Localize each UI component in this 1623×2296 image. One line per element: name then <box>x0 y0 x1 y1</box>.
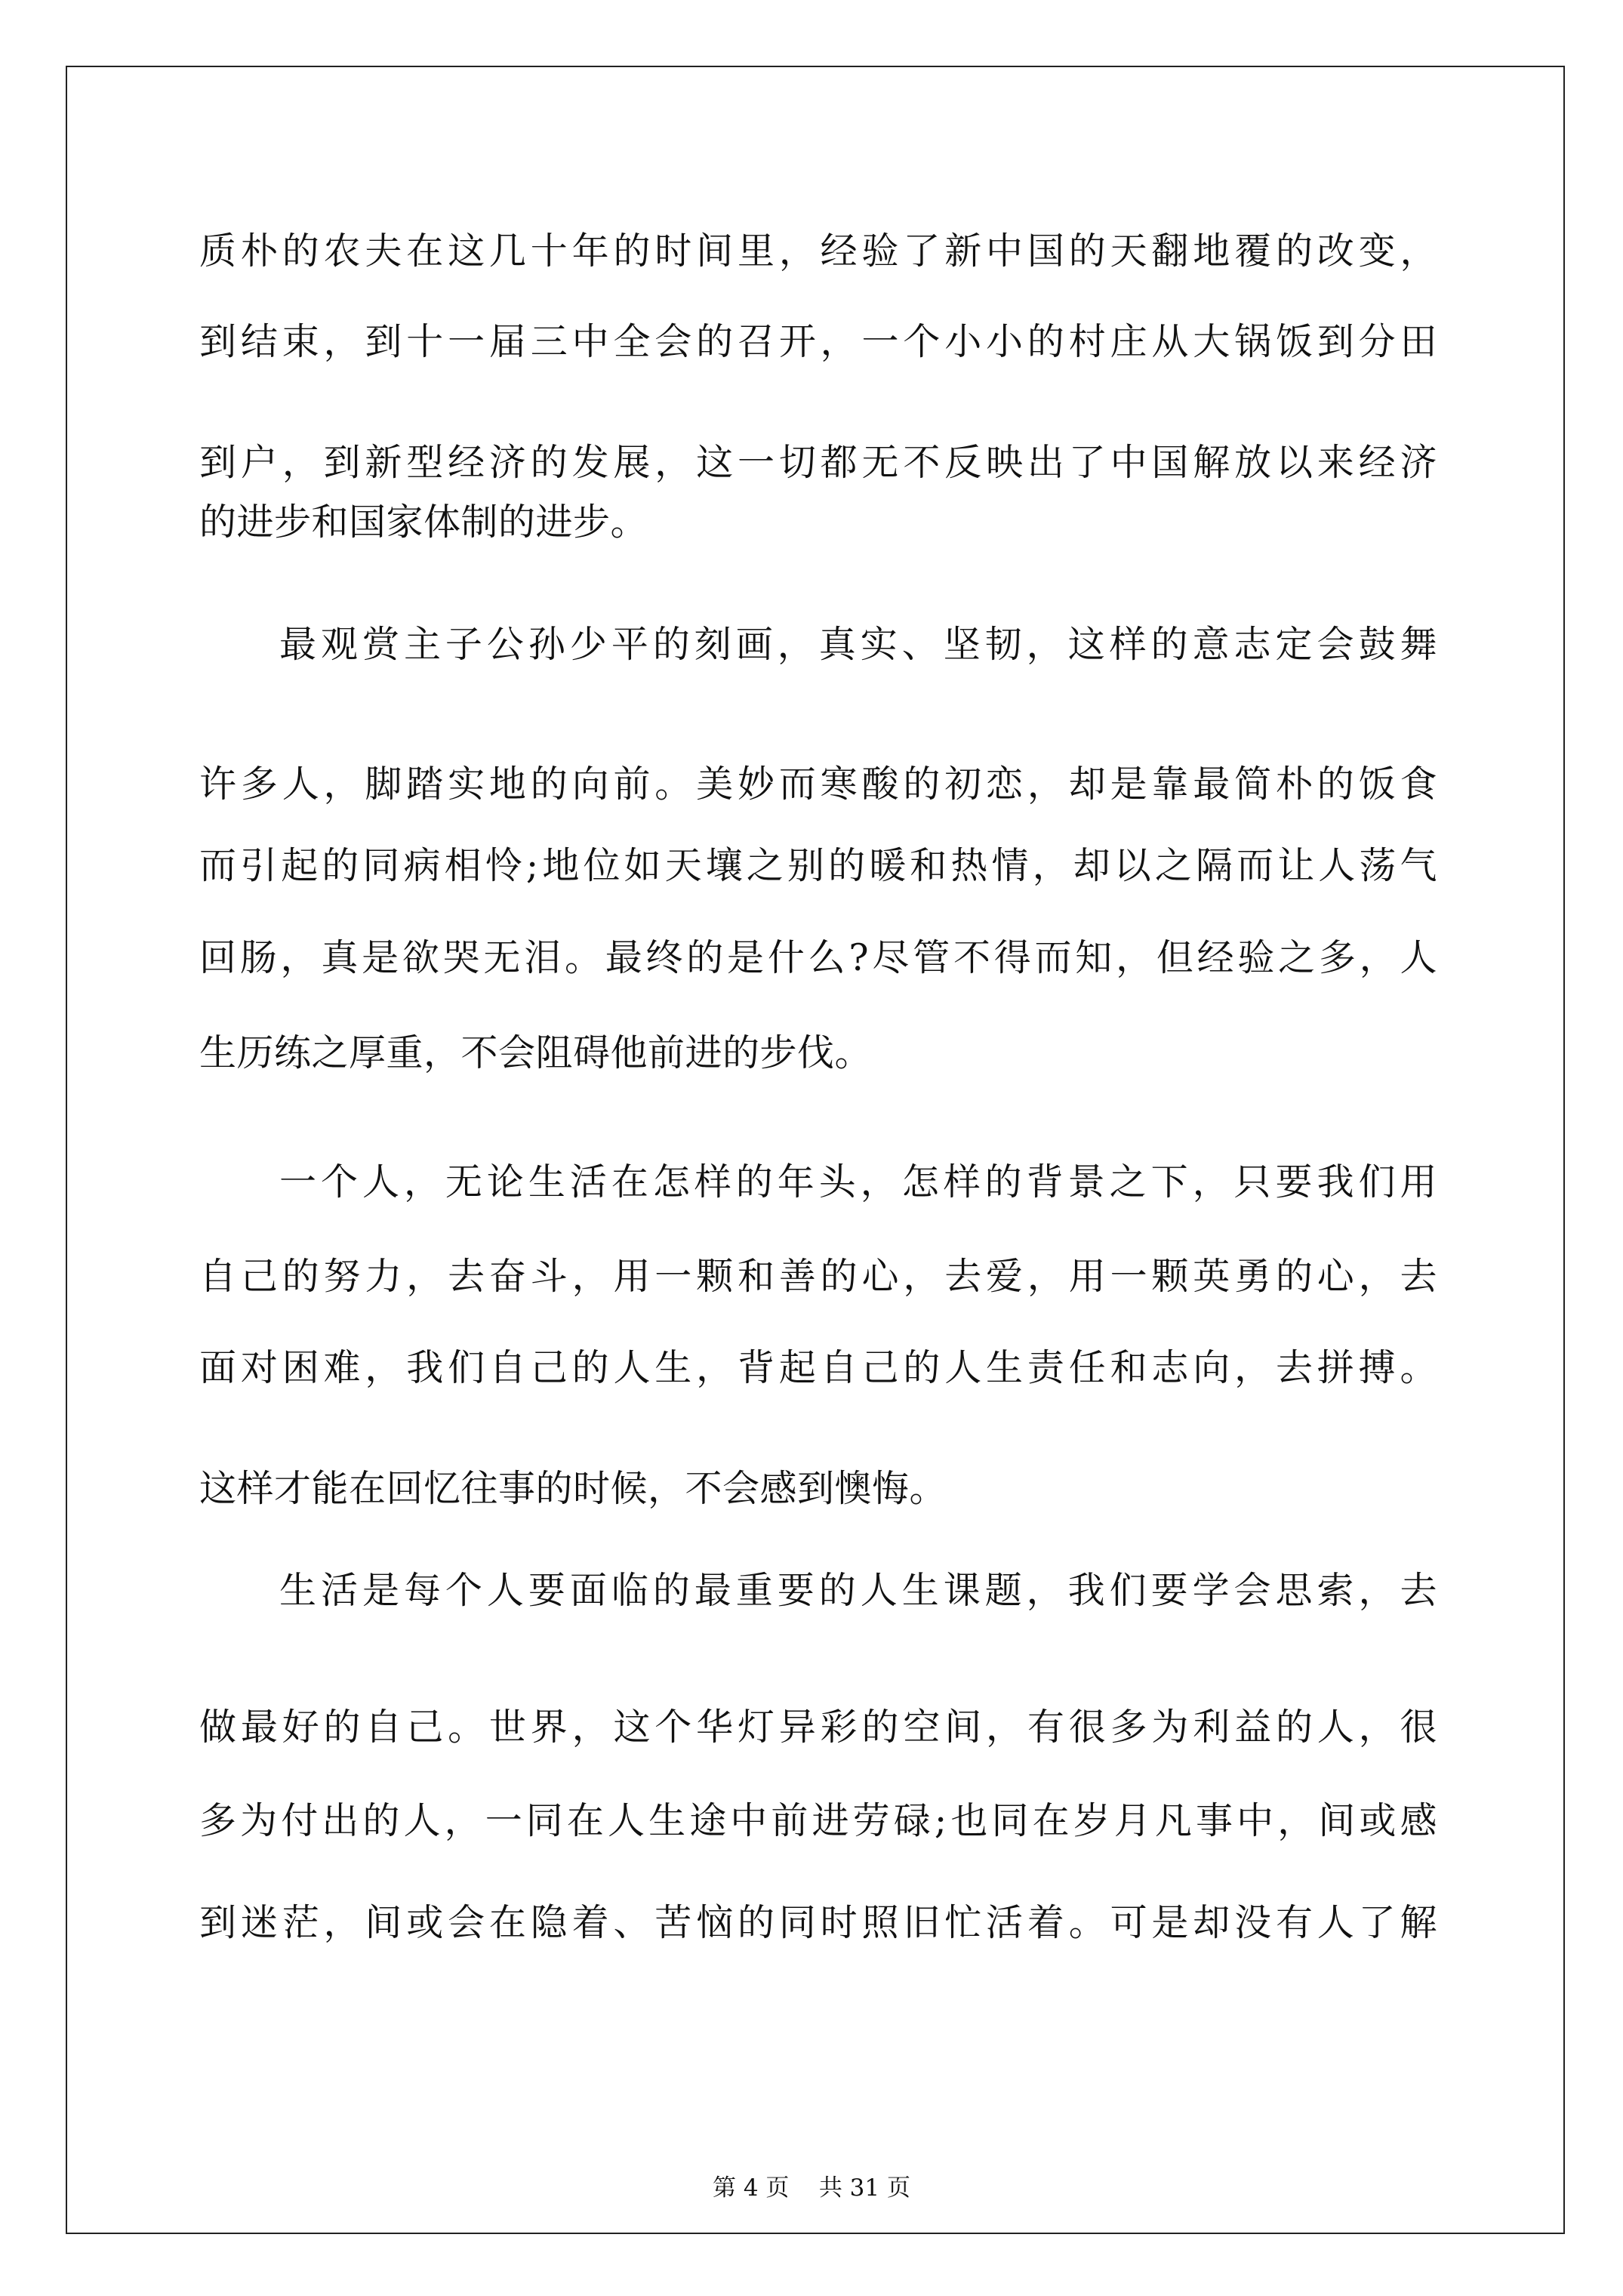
paragraph-2-line-4: 回肠，真是欲哭无泪。最终的是什么?尽管不得而知，但经验之多，人 <box>199 936 1437 979</box>
paragraph-4-line-2: 做最好的自己。世界，这个华灯异彩的空间，有很多为利益的人，很 <box>199 1706 1437 1749</box>
paragraph-2-line-5: 生历练之厚重，不会阻碍他前进的步伐。 <box>199 1031 873 1074</box>
paragraph-4-line-3: 多为付出的人，一同在人生途中前进劳碌;也同在岁月凡事中，间或感 <box>199 1799 1437 1842</box>
paragraph-1-line-3: 到户，到新型经济的发展，这一切都无不反映出了中国解放以来经济 <box>199 441 1437 484</box>
paragraph-3-line-1: 一个人，无论生活在怎样的年头，怎样的背景之下，只要我们用 <box>279 1160 1437 1203</box>
paragraph-4-line-1: 生活是每个人要面临的最重要的人生课题，我们要学会思索，去 <box>279 1569 1437 1612</box>
paragraph-2-line-1: 最观赏主子公孙少平的刻画，真实、坚韧，这样的意志定会鼓舞 <box>279 623 1437 666</box>
paragraph-1-line-2: 到结束，到十一届三中全会的召开，一个小小的村庄从大锅饭到分田 <box>199 320 1437 363</box>
paragraph-1-line-4: 的进步和国家体制的进步。 <box>199 501 648 544</box>
paragraph-3-line-3: 面对困难，我们自己的人生，背起自己的人生责任和志向，去拼搏。 <box>199 1346 1437 1389</box>
paragraph-3-line-2: 自己的努力，去奋斗，用一颗和善的心，去爱，用一颗英勇的心，去 <box>199 1255 1437 1298</box>
paragraph-2-line-2: 许多人，脚踏实地的向前。美妙而寒酸的初恋，却是靠最简朴的饭食 <box>199 763 1437 806</box>
page-number-footer: 第 4 页 共 31 页 <box>712 2174 910 2202</box>
paragraph-2-line-3: 而引起的同病相怜;地位如天壤之别的暖和热情，却以之隔而让人荡气 <box>199 844 1437 887</box>
paragraph-1-line-1: 质朴的农夫在这几十年的时间里，经验了新中国的天翻地覆的改变， <box>199 230 1437 273</box>
paragraph-3-line-4: 这样才能在回忆往事的时候，不会感到懊悔。 <box>199 1467 947 1510</box>
paragraph-4-line-4: 到迷茫，间或会在隐着、苦恼的同时照旧忙活着。可是却没有人了解 <box>199 1901 1437 1944</box>
